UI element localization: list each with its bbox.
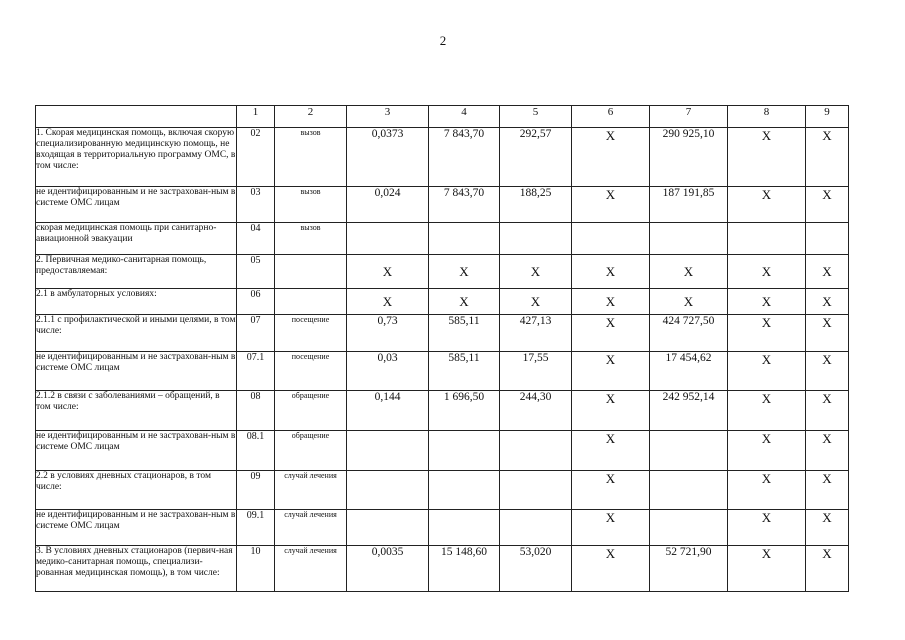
row-value-cell-5: 244,30: [500, 391, 572, 431]
row-value-cell-7: 17 454,62: [650, 352, 728, 391]
row-value-cell-7: [650, 431, 728, 471]
header-cell-9: 9: [806, 106, 849, 128]
row-value-cell-3: 0,03: [347, 352, 429, 391]
row-code-cell: 08.1: [237, 431, 275, 471]
row-unit-cell: случай лечения: [275, 510, 347, 546]
row-value-cell-7: 424 727,50: [650, 315, 728, 352]
row-value-cell-6: X: [572, 431, 650, 471]
row-value-cell-8: X: [728, 187, 806, 223]
row-value-cell-4: 7 843,70: [429, 128, 500, 187]
row-value-cell-5: [500, 431, 572, 471]
row-code-cell: 09.1: [237, 510, 275, 546]
row-value-cell-9: X: [806, 128, 849, 187]
row-value-cell-5: X: [500, 289, 572, 315]
row-value-cell-5: 53,020: [500, 546, 572, 592]
row-code-cell: 07: [237, 315, 275, 352]
row-value-cell-8: X: [728, 128, 806, 187]
table-header-row: [36, 106, 849, 128]
header-cell-6: 6: [572, 106, 650, 128]
row-value-cell-9: [806, 223, 849, 255]
row-code-cell: 07.1: [237, 352, 275, 391]
row-name-cell: скорая медицинская помощь при санитарно-авиационной эвакуации: [36, 223, 237, 255]
table-row: [36, 255, 849, 289]
table-row: [36, 431, 849, 471]
row-value-cell-9: X: [806, 471, 849, 510]
row-value-cell-6: X: [572, 128, 650, 187]
table-row: [36, 546, 849, 592]
header-cell-2: 2: [275, 106, 347, 128]
header-cell-4: 4: [429, 106, 500, 128]
row-value-cell-9: X: [806, 352, 849, 391]
table-row: [36, 471, 849, 510]
header-cell-7: 7: [650, 106, 728, 128]
row-unit-cell: посещение: [275, 352, 347, 391]
header-cell-name: [36, 106, 237, 128]
row-value-cell-8: X: [728, 471, 806, 510]
row-value-cell-5: [500, 510, 572, 546]
row-value-cell-6: X: [572, 315, 650, 352]
row-value-cell-9: X: [806, 255, 849, 289]
row-value-cell-8: X: [728, 255, 806, 289]
row-unit-cell: [275, 289, 347, 315]
table-row: [36, 510, 849, 546]
row-value-cell-6: X: [572, 391, 650, 431]
row-name-cell: 2. Первичная медико-санитарная помощь, предоставляемая:: [36, 255, 237, 289]
row-value-cell-9: X: [806, 289, 849, 315]
row-name-cell: 2.1.1 с профилактической и иными целями, в том числе:: [36, 315, 237, 352]
row-value-cell-5: 292,57: [500, 128, 572, 187]
row-value-cell-7: 52 721,90: [650, 546, 728, 592]
row-unit-cell: вызов: [275, 223, 347, 255]
row-value-cell-8: X: [728, 546, 806, 592]
header-cell-8: 8: [728, 106, 806, 128]
row-value-cell-6: X: [572, 352, 650, 391]
row-value-cell-8: X: [728, 289, 806, 315]
row-name-cell: 2.2 в условиях дневных стационаров, в том числе:: [36, 471, 237, 510]
row-value-cell-6: X: [572, 255, 650, 289]
row-value-cell-3: [347, 510, 429, 546]
row-code-cell: 06: [237, 289, 275, 315]
row-unit-cell: вызов: [275, 128, 347, 187]
row-value-cell-3: X: [347, 255, 429, 289]
row-code-cell: 03: [237, 187, 275, 223]
row-value-cell-9: X: [806, 187, 849, 223]
row-value-cell-8: X: [728, 510, 806, 546]
row-value-cell-5: 17,55: [500, 352, 572, 391]
row-code-cell: 09: [237, 471, 275, 510]
row-unit-cell: посещение: [275, 315, 347, 352]
row-name-cell: 2.1.2 в связи с заболеваниями – обращений, в том числе:: [36, 391, 237, 431]
row-value-cell-8: X: [728, 391, 806, 431]
table-row: [36, 128, 849, 187]
row-value-cell-7: 242 952,14: [650, 391, 728, 431]
row-unit-cell: обращение: [275, 391, 347, 431]
row-code-cell: 05: [237, 255, 275, 289]
row-value-cell-8: X: [728, 352, 806, 391]
row-value-cell-9: X: [806, 315, 849, 352]
header-cell-1: 1: [237, 106, 275, 128]
row-value-cell-3: X: [347, 289, 429, 315]
row-name-cell: не идентифицированным и не застрахован-ным в системе ОМС лицам: [36, 352, 237, 391]
row-value-cell-3: 0,024: [347, 187, 429, 223]
row-value-cell-4: 1 696,50: [429, 391, 500, 431]
row-value-cell-4: 7 843,70: [429, 187, 500, 223]
row-code-cell: 08: [237, 391, 275, 431]
row-value-cell-6: X: [572, 510, 650, 546]
row-name-cell: 1. Скорая медицинская помощь, включая скорую специализированную медицинскую помощь, не входящая в территориальную программу ОМС, в том числе:: [36, 128, 237, 187]
row-value-cell-5: [500, 223, 572, 255]
row-code-cell: 10: [237, 546, 275, 592]
row-value-cell-8: X: [728, 315, 806, 352]
table-row: [36, 289, 849, 315]
row-value-cell-4: 585,11: [429, 315, 500, 352]
row-value-cell-4: [429, 223, 500, 255]
row-value-cell-3: [347, 223, 429, 255]
row-code-cell: 04: [237, 223, 275, 255]
row-value-cell-3: [347, 471, 429, 510]
table-row: [36, 187, 849, 223]
row-value-cell-3: 0,0373: [347, 128, 429, 187]
row-value-cell-4: 585,11: [429, 352, 500, 391]
row-value-cell-4: 15 148,60: [429, 546, 500, 592]
row-value-cell-7: [650, 223, 728, 255]
row-value-cell-8: [728, 223, 806, 255]
data-table: [35, 105, 849, 592]
header-cell-5: 5: [500, 106, 572, 128]
row-name-cell: 3. В условиях дневных стационаров (первич-ная медико-санитарная помощь, специализи-рованная медицинская помощь), в том числе:: [36, 546, 237, 592]
row-unit-cell: обращение: [275, 431, 347, 471]
row-value-cell-9: X: [806, 391, 849, 431]
row-value-cell-5: [500, 471, 572, 510]
table-row: [36, 391, 849, 431]
row-unit-cell: случай лечения: [275, 471, 347, 510]
header-cell-3: 3: [347, 106, 429, 128]
page-number: 2: [439, 33, 447, 48]
row-value-cell-9: X: [806, 546, 849, 592]
table-row: [36, 315, 849, 352]
row-value-cell-6: X: [572, 471, 650, 510]
row-value-cell-6: [572, 223, 650, 255]
row-value-cell-4: X: [429, 255, 500, 289]
row-value-cell-4: [429, 471, 500, 510]
row-value-cell-7: 187 191,85: [650, 187, 728, 223]
row-value-cell-7: X: [650, 289, 728, 315]
row-unit-cell: [275, 255, 347, 289]
row-value-cell-7: [650, 471, 728, 510]
row-value-cell-5: X: [500, 255, 572, 289]
row-value-cell-4: [429, 510, 500, 546]
row-code-cell: 02: [237, 128, 275, 187]
row-name-cell: не идентифицированным и не застрахован-ным в системе ОМС лицам: [36, 510, 237, 546]
row-value-cell-7: 290 925,10: [650, 128, 728, 187]
row-value-cell-7: X: [650, 255, 728, 289]
row-name-cell: 2.1 в амбулаторных условиях:: [36, 289, 237, 315]
row-unit-cell: вызов: [275, 187, 347, 223]
row-value-cell-4: X: [429, 289, 500, 315]
row-value-cell-7: [650, 510, 728, 546]
row-value-cell-6: X: [572, 289, 650, 315]
row-value-cell-4: [429, 431, 500, 471]
row-name-cell: не идентифицированным и не застрахован-ным в системе ОМС лицам: [36, 187, 237, 223]
row-value-cell-5: 188,25: [500, 187, 572, 223]
table-row: [36, 352, 849, 391]
row-value-cell-9: X: [806, 431, 849, 471]
row-value-cell-6: X: [572, 546, 650, 592]
row-unit-cell: случай лечения: [275, 546, 347, 592]
row-value-cell-3: [347, 431, 429, 471]
row-value-cell-3: 0,0035: [347, 546, 429, 592]
row-value-cell-9: X: [806, 510, 849, 546]
row-value-cell-6: X: [572, 187, 650, 223]
row-value-cell-5: 427,13: [500, 315, 572, 352]
row-name-cell: не идентифицированным и не застрахован-ным в системе ОМС лицам: [36, 431, 237, 471]
row-value-cell-3: 0,73: [347, 315, 429, 352]
row-value-cell-8: X: [728, 431, 806, 471]
row-value-cell-3: 0,144: [347, 391, 429, 431]
table-row: [36, 223, 849, 255]
